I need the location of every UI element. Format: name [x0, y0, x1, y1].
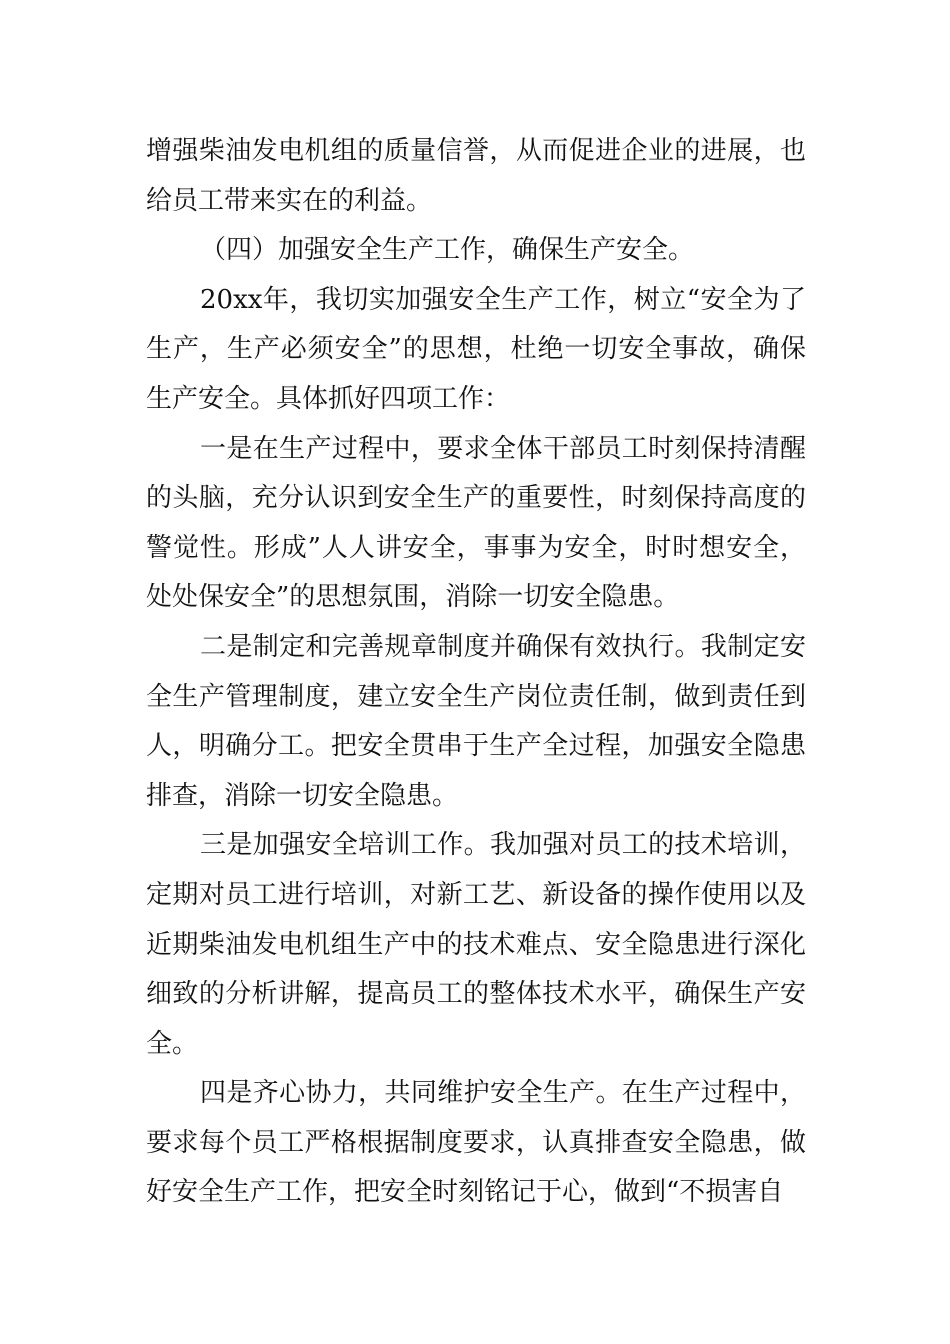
paragraph-continuation: 增强柴油发电机组的质量信誉，从而促进企业的进展，也给员工带来实在的利益。 — [146, 136, 806, 216]
section-heading-four: （四）加强安全生产工作，确保生产安全。 — [200, 235, 695, 266]
paragraph-item-three: 三是加强安全培训工作。我加强对员工的技术培训，定期对员工进行培训，对新工艺、新设备的操作使用以及近期柴油发电机组生产中的技术难点、安全隐患进行深化细致的分析讲解，提高员工的整体技术水平，确保生产安全。 — [146, 830, 806, 1059]
paragraph-item-one: 一是在生产过程中，要求全体干部员工时刻保持清醒的头脑，充分认识到安全生产的重要性，时刻保持高度的警觉性。形成”人人讲安全，事事为安全，时时想安全，处处保安全”的思想氛围，消除一切安全隐患。 — [146, 433, 806, 613]
paragraph-intro: 20xx年，我切实加强安全生产工作，树立“安全为了生产，生产必须安全”的思想，杜绝一切安全事故，确保生产安全。具体抓好四项工作： — [146, 284, 806, 414]
paragraph-item-four: 四是齐心协力，共同维护安全生产。在生产过程中，要求每个员工严格根据制度要求，认真排查安全隐患，做好安全生产工作，把安全时刻铭记于心，做到“不损害自 — [146, 1078, 806, 1208]
paragraph-item-two: 二是制定和完善规章制度并确保有效执行。我制定安全生产管理制度，建立安全生产岗位责任制，做到责任到人，明确分工。把安全贯串于生产全过程，加强安全隐患排查，消除一切安全隐患。 — [146, 631, 806, 811]
document-body — [146, 127, 806, 1218]
